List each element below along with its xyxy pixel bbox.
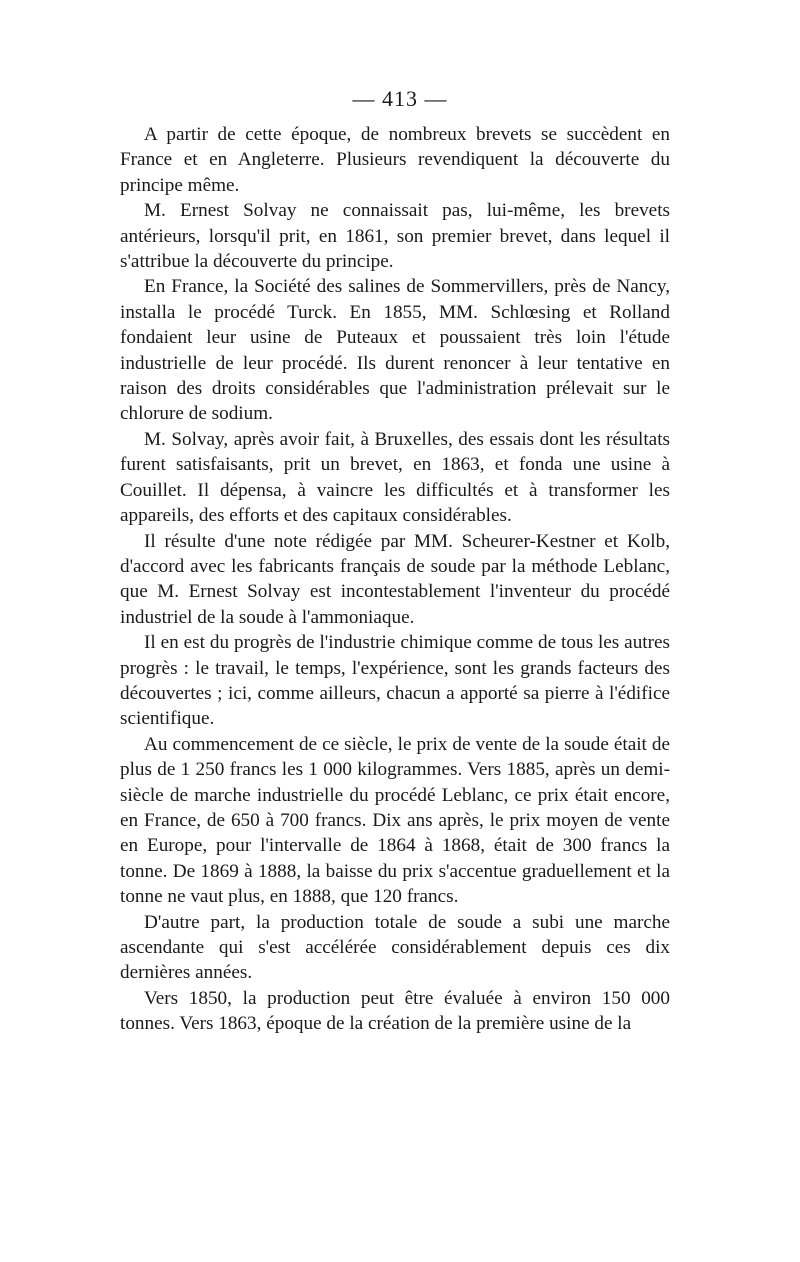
body-text xyxy=(120,122,670,1037)
paragraph-4: M. Solvay, après avoir fait, à Bruxelles, des essais dont les résultats furent satisfaisants, prit un brevet, en 1863, et fonda une usine à Couillet. Il dépensa, à vaincre les difficultés et à transformer les appareils, des efforts et des capitaux considérables. xyxy=(120,428,670,527)
paragraph-3: En France, la Société des salines de Sommervillers, près de Nancy, installa le procédé Turck. En 1855, MM. Schlœsing et Rolland fondaient leur usine de Puteaux et poussaient très loin l'étude industrielle de leur procédé. Ils durent renoncer à leur tentative en raison des droits considérables que l'administration prélevait sur le chlorure de sodium. xyxy=(120,276,670,425)
paragraph-9: Vers 1850, la production peut être évaluée à environ 150 000 tonnes. Vers 1863, époque de la création de la première usine de la xyxy=(120,987,670,1035)
paragraph-1: A partir de cette époque, de nombreux brevets se succèdent en France et en Angleterre. Plusieurs revendiquent la découverte du principe même. xyxy=(120,124,670,196)
page-number: — 413 — xyxy=(352,86,448,111)
paragraph-8: D'autre part, la production totale de soude a subi une marche ascendante qui s'est accélérée considérablement depuis ces dix dernières années. xyxy=(120,911,670,984)
paragraph-2: M. Ernest Solvay ne connaissait pas, lui-même, les brevets antérieurs, lorsqu'il prit, en 1861, son premier brevet, dans lequel il s'attribue la découverte du principe. xyxy=(120,200,670,273)
paragraph-5: Il résulte d'une note rédigée par MM. Scheurer-Kestner et Kolb, d'accord avec les fabricants français de soude par la méthode Leblanc, que M. Ernest Solvay est incontestablement l'inventeur du procédé industriel de la soude à l'ammoniaque. xyxy=(120,530,670,628)
paragraph-6: Il en est du progrès de l'industrie chimique comme de tous les autres progrès : le travail, le temps, l'expérience, sont les grands facteurs des découvertes ; ici, comme ailleurs, chacun a apporté sa pierre à l'édifice scientifique. xyxy=(120,632,670,730)
paragraph-7: Au commencement de ce siècle, le prix de vente de la soude était de plus de 1 250 francs les 1 000 kilogrammes. Vers 1885, après un demi-siècle de marche industrielle du procédé Leblanc, ce prix était encore, en France, de 650 à 700 francs. Dix ans après, le prix moyen de vente en Europe, pour l'intervalle de 1864 à 1868, était de 300 francs la tonne. De 1869 à 1888, la baisse du prix s'accentue graduellement et la tonne ne vaut plus, en 1888, que 120 francs. xyxy=(120,733,670,908)
